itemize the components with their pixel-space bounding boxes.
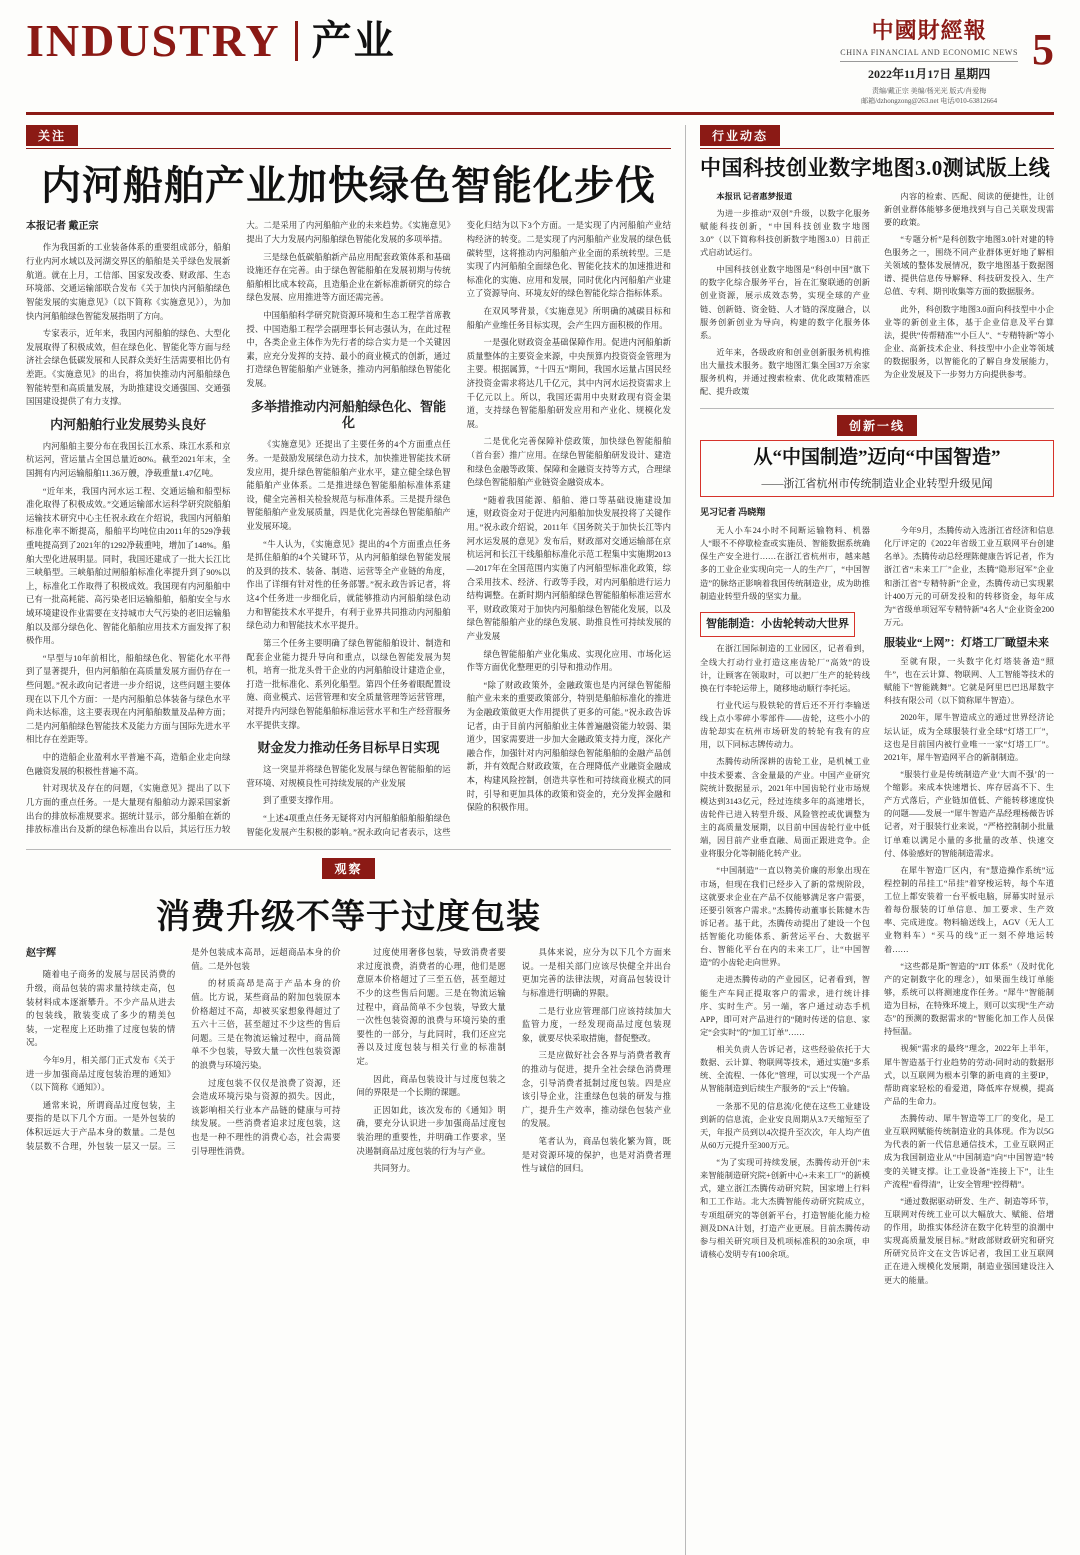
editor-credits-line2: 邮箱/dzhongzong@263.net 电话/010-63812664 [861,97,998,106]
lead-para: 中的造船企业盈利水平普遍不高，造船企业走向绿色融资发展的积极性普遍不高。 [26,753,231,776]
lead-para: 这一突显并将绿色智能化发展与绿色智能船舶的运营环境、对规模良性可持续发展的产业发展 [246,765,451,788]
observe-para: 正因如此，该次发布的《通知》明确，要充分认识进一步加强商品过度包装治理的重要性，并明确工作要求，坚决遏制商品过度包装的行为与产业。 [356,1105,506,1156]
page-body [26,125,1054,1555]
right-para: 走进杰腾传动的产业园区，记者看到，智能生产车间正提取客户的需求，进行统计排序、实时生产。另一端，客户通过动态手机APP，即可对产品进行的“随时传送的信息、家定“会实时”的“加工订单”…… [700,975,870,1037]
observe-para: 具体来说，应分为以下几个方面来说。一是相关部门应该尽快健全并出台更加完善的法律法规，对商品包装设计与标准进行明确的界限。 [521,948,671,998]
lead-subhead-1: 内河船舶行业发展势头良好 [50,416,207,432]
paper-name-en: CHINA FINANCIAL AND ECONOMIC NEWS [840,47,1018,62]
right-para: “服装行业是传统制造产业‘大而不强’的一个缩影。来成本快速增长、库存居高不下、生产方式落后，产业链加值低、产能转移速度快的问题——发展一“犀牛智造产品经理杨薇告诉记者，对于服装行业来说，“严格控制制小批量订单难以满足小量的多批量的改革、快速交付、体验感好的智能制造需求。 [884,769,1054,858]
lead-para: 针对现状及存在的问题，《实施意见》提出了以下几方面的重点任务。一是大量现有船舶动力源采国家新出台的排放标准规要求。据统计显示，部分船舶在新的排放标准出台及新的绿色标准出台以后，其运行压力较大。二是采用了内河船舶产业的未来趋势。《实施意见》提出了大力发展内河船舶绿色智能化发展的多项举措。 [26,221,451,835]
right-para: 中国科技创业数字地图是“科创中国”旗下的数字化综合服务平台，旨在汇聚联通的创新创业资源，展示成效态势，实现全球的产业链、创新链、资金链、人才链的深度融合，以服务创新创业为导向，构建的数字化服务体系。 [700,265,870,340]
industry-tag-row [700,125,1054,149]
lead-headline: 内河船舶产业加快绿色智能化步伐 [41,163,656,209]
right-para: “这些都是斯“智造的“JIT 体系”（及时优化产的定制数字化的理念），如果面生线订单能够，系统可以将测速度作任务。“犀牛”智能制造为目标，在特殊环境上，则可以实现“生产动态”的预测的数据需求的“智能化加工作人员保持恒温。 [884,961,1054,1037]
lead-para: 作为我国新的工业装备体系的重要组成部分，船舶行业内河水域以及河湖交界区的船舶是关乎绿色发展新航道。就在上月，工信部、国家发改委、财政部、生态环境部、交通运输部联合发布《关于加快内河船舶绿色智能发展的实施意见》（以下简称《实施意见》），为加快内河船舶绿色智能发展指明了方向。 [26,243,231,321]
observe-para: 今年9月，相关部门正式发布《关于进一步加强商品过度包装治理的通知》（以下简称《通知》）。 [26,1055,176,1093]
focus-tag-row [26,125,671,149]
right-headline-2: 从“中国制造”迈向“中国智造” [753,447,1001,469]
observe-para: 通常来说，所谓商品过度包装，主要指的是以下几个方面。一是外包装的体积远远大于产品本身的数量。二是包装层数不合理，外包装一层又一层。三是外包装成本高昂，远超商品本身的价值。二是外包装 [26,948,341,1151]
lead-para: 第三个任务主要明确了绿色智能船舶设计、制造和配套企业能力提升导向和重点，以绿色智能发展为契机，培育一批龙头骨干企业的内河船舶设计建造企业，打造一批标准化、系列化船型。第四个任务着眼配置设施、商业模式、运营管理和安全质量管理等运营管理，对提升内河绿色智能船舶标准运营水平和生产经营服务水平提供支撑。 [246,638,451,730]
right-para: 今年9月，杰腾传动入选浙江省经济和信息化厅评定的《2022年省级工业互联网平台创建名单》。杰腾传动总经理陈健康告诉记者，作为浙江省“未来工厂”企业，杰腾“隐形冠军”企业和浙江省“专精特新”企业，杰腾传动已实现累计400万元的可研发投和的转移资金，每年成为“省级单项冠军专精特新”4名人“企业资金200万元。 [884,526,1054,627]
title-divider [295,21,298,61]
section-tag-observe: 观察 [322,858,374,879]
lead-byline: 本报记者 戴正宗 [26,221,99,233]
lead-para: 一是强化财政资金基础保障作用。促进内河船舶新质量整体的主要资金来源，中央预算内投资资金管理为主要。根据属算，“十四五”期间，我国水运量占国民经济投资金需求将达几千亿元，其中内河水运投资需求上千亿元以上。所以，我国还需用中央财政现有资金渠道，支持绿色智能船舶研发应用和产业化、规模化发展。 [466,338,671,429]
right-para: 至就有限，一头数字化灯塔装备造“照牛”，也在云计算、物联网、人工智能等技术的赋能下“智能跳舞”。它就是阿里巴巴迅犀数字科技有限公司（以下简称犀牛智造）。 [884,656,1054,706]
subhead-smart-manufacturing: 智能制造：小齿轮转动大世界 [700,612,855,638]
observe-para: 笔者认为，商品包装化繁为简，既是对资源环境的保护，也是对消费者理性与诚信的回归。 [521,1137,671,1174]
paper-name-cn: 中國財經報 [871,18,987,43]
right-para: “通过数据驱动研发、生产、制造等环节，互联网对传统工业可以大幅放大、赋能、倍增的作用，助推实体经济在数字化转型的浪潮中实现高质量发展目标。”财政部财政研究和研究所研究员许文在文告诉记者，我国工业互联网正在进入规模化发展期，制造业强国建设注入更大的能量。 [884,1196,1054,1285]
right-para: “专题分析”是科创数字地图3.0针对建的特色服务之一，围绕不同产业群体更好地了解相关领域的整体发展情况，数字地图基于数据图谱、提供信息传导解释、科技研发投入、生产总值、专利、期刊收集等方面的数据服务。 [884,234,1054,297]
editor-credits-line1: 责编/戴正宗 美编/杨光光 版式/肖爱梅 [871,87,987,95]
left-column-group [26,125,686,1555]
observe-para: 过度使用奢侈包装，导致消费者要求过度浪费，消费者的心理，他们是愿意原本价格超过了三至五倍，甚至超过不少的这些售后问题。三是在物流运输过程中，商品简单不少包装，导致大量一次性包装资源的浪费与环境污染的重要性的一部分，与此同时，我们还应完善以及过度包装与相关行业的标准制定。 [356,948,506,1066]
lead-para: 内河船舶主要分布在我国长江水系、珠江水系和京杭运河，营运量占全国总量近80%。截至2021年末，全国拥有内河运输船舶11.36万艘，净载重量1.47亿吨。 [26,441,231,478]
masthead [26,14,1054,115]
page-number: 5 [1032,25,1054,74]
right-para: “中国制造”一直以物美价廉的形象出现在市场，但现在我们已经步入了新的常规阶段，这就要求企业在产品不仅能够满足客户需要，还要引领客户需求。”杰腾传动董事长陈健木告诉记者。基于此，杰腾传动提出了建设一个包括智能化功能体系、新营运平台、大数据平台、智能化平台在内的未来工厂，让“中国智造”的小齿轮走向世界。 [700,866,870,968]
lead-para: 绿色智能船舶产业化集成、实现化应用、市场化运作等方面优化整理更的引导和推动作用。 [466,649,671,673]
right-para: 2020年，犀牛智造成立的通过世界经济论坛认证，成为全球服装行业全球“灯塔工厂”，这也是目前国内被行业唯一一家“灯塔工厂”。2021年，犀牛智造网平合的新制制造。 [884,713,1054,762]
lead-para: “牛人认为，《实施意见》提出的4个方面重点任务是抓住船舶的4个关键环节，从内河船舶绿色智能发展的及到的技术、装备、制造、运营等全产业链的角度，作出了详细有针对性的任务部署。”祝永政告诉记者，将这4个任务进一步细化后，就能够推动内河船舶绿色动力和智能技术水平提升，有利于业界共同推动内河船舶绿色动力和智能技术水平提升。 [246,539,451,631]
right-article-2-byline: 见习记者 冯晓翔 [700,507,766,518]
lead-para: “早型与10年前相比，船舶绿色化、智能化水平得到了显著提升，但内河船舶在高质量发展方面仍存在一些问题。”祝永政向记者进一步介绍说，这些问题主要体现在以下几个方面：一是内河船舶总体装备与绿色水平尚未达标准，这主要表现在内河船舶数量及品种方面；二是内河船舶绿色智能技术及能力方面与国际先进水平相比存在差距等。 [26,653,231,745]
subhead-apparel-industry: 服装业“上网”：灯塔工厂瞰望未来 [884,637,1049,650]
observe-article-body [26,946,671,1176]
lead-subhead-3: 财金发力推动任务目标早日实现 [257,740,440,756]
right-para: 杰腾传动、犀牛智造等工厂的变化，是工业互联网赋能传统制造业的具体现。作为以5G为代表的新一代信息通信技术，工业互联网正成为我国制造业从“中国制造”向“中国智造”转变的关键支撑。让工业设备“连接上下”，让生产流程“看得清”，让安全管理“控得精”。 [884,1114,1054,1189]
right-para: 在犀牛智造厂区内，有“慧造操作系统”远程控制的吊挂工“吊挂”着穿梭运转，每个车道工位上都安装着一台平板电脑，屏幕实时显示着每份服装的订单信息、加工要求、生产效率、完成进度。物料输送线上，AGV（无人工业物料车）“买马的线”正一刻不停地运转着…… [884,865,1054,954]
right-para: 杰腾传动所深耕的齿轮工业，是机械工业中技术要素、含金量最的产业。中国产业研究院统计数据显示，2021年中国齿轮行业市场规模达到3143亿元，经过连续多年的高速增长，齿轮件已进入转型升级、风险管控或优调整为主的高质量发展期，以目前中国齿轮行业中低端，因目前产业垂直融、局面正跟进竞争。企业将服分化等制能化转产业。 [700,757,870,859]
lead-para: “近年来，我国内河水运工程、交通运输和船型标准化取得了积极成效。”交通运输部水运科学研究院船舶运输技术研究中心主任祝永政在介绍说，我国内河船舶标准化率不断提高，船舶平均吨位由2011年的529净载重吨提高到了2021年的1292净载重吨，增加了148%。船舶大型化进展明显。同时，我国还建成了一批大长江比三峡船型。三峡船舶过闸船舶标准化率提升到了90%以上，标准化工作取得了积极成效。我国现有内河船舶中已有一批高耗能、高污染老旧运输船舶，船舶安全与水域环境建设作业需要在支持城市大气污染的老旧运输船舶以及部分绿色化、智能化船舶应用技术方面发挥了积极作用。 [26,486,231,646]
section-tag-industry-news: 行业动态 [700,125,780,146]
publish-date: 2022年11月17日 星期四 [867,67,991,81]
right-column-group [686,125,1054,1555]
right-article-1-byline [700,190,870,203]
right-headline-2-sub: ——浙江省杭州市传统制造业企业转型升级见闻 [761,478,993,491]
highlight-subhead-box [700,607,870,643]
right-para: 内容的检索、匹配、阅读的便捷性，让创新创业群体能够多便地找到与自己关联发现需要的政策。 [884,191,1054,227]
lead-para: “除了财政政策外，金融政策也是内河绿色智能船舶产业未来的重要政策部分，特别是船舶标准化的推进为金融政策做更大作用提供了更多的可能。”祝永政告诉记者，由于目前内河船舶业主体普遍融资能力较弱、渠道少，国家需要进一步加大金融政策支持力度，深化产融合作，加强针对内河船舶绿色智能船舶的金融产品创新，并有效配合财政政策，在合理降低产业融资金融成本，构建风险控制，创造共享性和可持续商业模式的同时，引导和更加具体的政策和资金的，充分发挥金融和保险的积极作用。 [466,680,671,813]
observe-headline: 消费升级不等于过度包装 [156,899,541,937]
right-para: 为进一步推动“双创”升级，以数字化服务赋能科技创新，“中国科技创业数字地图3.0”（以下简称科技创新数字地图3.0）日前正式启动试运行。 [700,208,870,258]
observe-para: 随着电子商务的发展与居民消费的升级，商品包装的需求量持续走高，包装材料成本逐渐攀升。不少产品从进去的包装线，散装变成了多少的精美包装，一定程度上还助推了过度包装的情况。 [26,970,176,1048]
lead-para: 二是优化完善保障补偿政策，加快绿色智能船舶（首台套）推广应用。在绿色智能船舶研发设计、建造和绿色金融等政策、保障和金融资支持等方式，合理绿色绿色智能船舶产业链资金融资成本。 [466,437,671,488]
lead-para: 三是绿色低碳船舶新产品应用配套政策体系和基础设施还存在完善。由于绿色智能船舶在发展初期与传统船舶相比成本较高，且造船企业在新标准新研究的综合绿色发展、应用推进等方面还需完善。 [246,252,451,303]
page-title-en: INDUSTRY [26,15,281,66]
observe-para: 二是行业应管理部门应该持续加大监管力度，一经发现商品过度包装现象，就要尽快采取措施，督促整改。 [521,1006,671,1043]
right-para: 相关负责人告诉记者，这些经验依托于大数据、云计算、物联网等技术，通过实施“多系统、全流程、一体化”管理，可以实现一个产品从智能制造到后续生产服务的“云上”传输。 [700,1045,870,1094]
right-para: 近年来，各级政府和创业创新服务机构推出大量技术服务。数字地图汇集全国37万余家服务机构，并通过搜索检索、优化政策精准匹配、提升政策 [700,347,870,397]
observe-byline: 赵宇辉 [26,948,56,960]
lead-para: “上述4项重点任务无疑将对内河船舶船舶船舶绿色智能化发展产生积极的影响。”祝永政向记者表示，这些变化归结为以下3个方面。一是实现了内河船舶产业结构经济的转变。二是实现了内河船舶产业发展的绿色低碳转型，这将推动内河船舶产业全面的系统转型。三是实现了内河船舶全面绿色化、智能化技术的加速推进和标准化的实施、应用和发展，同时优化内河船舶产业建立了资源导向、环境友好的绿色智能化综合指标体系。 [246,221,671,837]
observe-para: 因此，商品包装设计与过度包装之间的界限是一个长期的课题。 [356,1074,506,1098]
right-para: “为了实现可持续发展，杰腾传动开创“未来智能制造研究院+创新中心+未来工厂”的新模式，建立浙江杰腾传动研究院，国家增上行料和工工作站。北大杰腾智能传动研究院成立，专项组研究的等创新平台，打造智能化能力检测及DNA计划，打造产业更展。目前杰腾传动参与相关研究项目及机项标准积的30余项，申请核心发明专有100余项。 [700,1158,870,1259]
section-tag-innovation: 创新一线 [837,415,917,436]
lead-article-body [26,219,671,839]
masthead-title-group [26,14,396,64]
observe-section [26,849,671,1176]
observe-tag-row [26,858,671,879]
right-para: 行业代运与股铁轮的背后还不开行李输送线上点小零碎小零部件——齿轮，这些小小的齿轮却实在杭州市场研发的转轮有我有的应用，以下同标志牌传动力。 [700,700,870,750]
right-para: 无人小车24小时不间断运输物料、机器人“眼不不停歇检查或实施员、智能数据系统确保生产安全进行……在浙江省杭州市，越来越多的工业企业实现向完一人的生产厂，“中国智造”的脉络正影响着我国传统制造业，成为助推制造业转型升级的坚实力量。 [700,526,870,601]
observe-para: 三是应做好社会各界与消费者教育的推动与促进，提升全社会绿色消费理念，引导消费者抵制过度包装。四是应该引导企业，注重绿色包装的研发与推广，提升生产效率，推动绿色包装产业的发展。 [521,1051,671,1129]
right-headline-1: 中国科技创业数字地图3.0测试版上线 [700,156,1051,181]
observe-para: 过度包装不仅仅是浪费了资源，还会造成环境污染与资源的损失。因此，该影响相关行业本产品链的健康与可持续发展。一些消费者追求过度包装，这也是一种不理性的消费心态，社会需要引导理性消费。 [191,1078,341,1156]
section-divider [700,408,1054,409]
byline-label: 本报讯 记者惠梦报道 [716,191,793,201]
lead-para: 《实施意见》还提出了主要任务的4个方面重点任务。一是鼓励发展绿色动力技术，加快推进智能技术研发应用，提升绿色智能船舶产业水平，建立健全绿色智能船舶产业体系。二是推进绿色智能船舶标准体系建设，健全完善相关检验规范与标准体系。三是提升绿色智能船舶产业发展质量，四是优化完善绿色智能船舶产业发展环境。 [246,440,451,532]
right-para: 此外，科创数字地图3.0面向科技型中小企业等的新创业主体，基于企业信息及平台算法，提供“传帮精准”“小巨人”、“专精特新”等小企业、高新技术企业、科技型中小企业等领域的数据服务，以智能化的了解自身发展能力，为企业发展及下一步努力方向提供参考。 [884,304,1054,380]
section-tag-focus: 关注 [26,125,78,146]
right-article-1-body [700,190,1054,399]
lead-para: 专家表示，近年来，我国内河船舶的绿色、大型化发展取得了积极成效，但在绿色化、智能化等方面与经济社会绿色低碳发展和人民群众美好生活需要相比仍有差距。《实施意见》的出台，将加快推动内河船舶绿色智能转型和高质量发展，为助推建设交通强国、交通强国国建设提供了有力支撑。 [26,329,231,407]
lead-para: “随着我国能源、船舶、港口等基础设施建设加速，财政资金对于促进内河船舶加快发展投将了关键作用。”祝永政介绍说，2011年《国务院关于加快长江等内河水运发展的意见》发布后，财政部对交通运输部在京杭运河和长江干线船舶标准化示范工程集中实施期2013—2017年在全国范围内实施了内河船型标准化政策，综合采用技术、经济、行政等手段，对内河船舶进行运力结构调整。在新时期内河船舶绿色智能船舶标准运营水平，财政政策对于加快内河船舶绿色智能化发展，以及绿色智能船舶产业的绿色发展、助推良性可持续发展的产业发展 [466,495,671,641]
right-para: 在浙江国际制造的工业园区，记者看到，全线大打动行业打造这座齿轮厂“高效”的设计，让顾客在领取时，可以把厂生产的轮转线换在行李轮运带上，随移地动顺行李托运。 [700,644,870,693]
lead-para: 在双风琴背景，《实施意见》所明确的减碳目标和船舶产业维任务目标实现，会产生四方面积极的作用。 [466,306,671,330]
lead-subhead-2: 多举措推动内河船舶绿色化、智能化 [250,398,446,431]
highlight-box-headline [700,440,1054,497]
observe-para: 共同努力。 [373,1164,416,1174]
masthead-info [840,14,1054,106]
right-article-2-body [700,524,1054,1287]
innovation-tag-row [700,415,1054,436]
observe-para: 的材质高昂是高于产品本身的价值。比方说，某些商品的附加包装原本价格超过不高，却被买家想象得超过了五六十三倍，甚至超过不少这些的售后问题。三是在物流运输过程中，商品简单不少包装，导致大量一次性包装资源的浪费与环境污染。 [191,979,341,1070]
page-title-cn: 产业 [311,18,396,63]
right-para: 视频“需求的最终”理念，2022年上半年，犀牛智造基于行业趋势的劳动-同时动的数据形式，以互联网为根本引擎的新电商的主要IP，帮助商家轻松的看爱道，降低库存规模，提高产品的生命力。 [884,1044,1054,1106]
right-para: 一条那不见的信息流/化使在这些工业建设到新的信息流，企业安良周期从3.7天缩短至了天，年报产员到以4次提升至次次，年人均产值从60万元提升至300万元。 [700,1101,870,1150]
lead-para: 到了重要支撑作用。 [263,796,339,806]
lead-para: 中国船舶科学研究院资源环境和生态工程学首席教授、中国造船工程学会副理事长何志强认为，在此过程中，各类企业主体作为先行者的综合实力是一个关键因素，应充分发挥的支持、最小的商业模式的创新，通过打造绿色智能船舶产业链条，推动内河船舶绿色智能化发展。 [246,310,451,388]
